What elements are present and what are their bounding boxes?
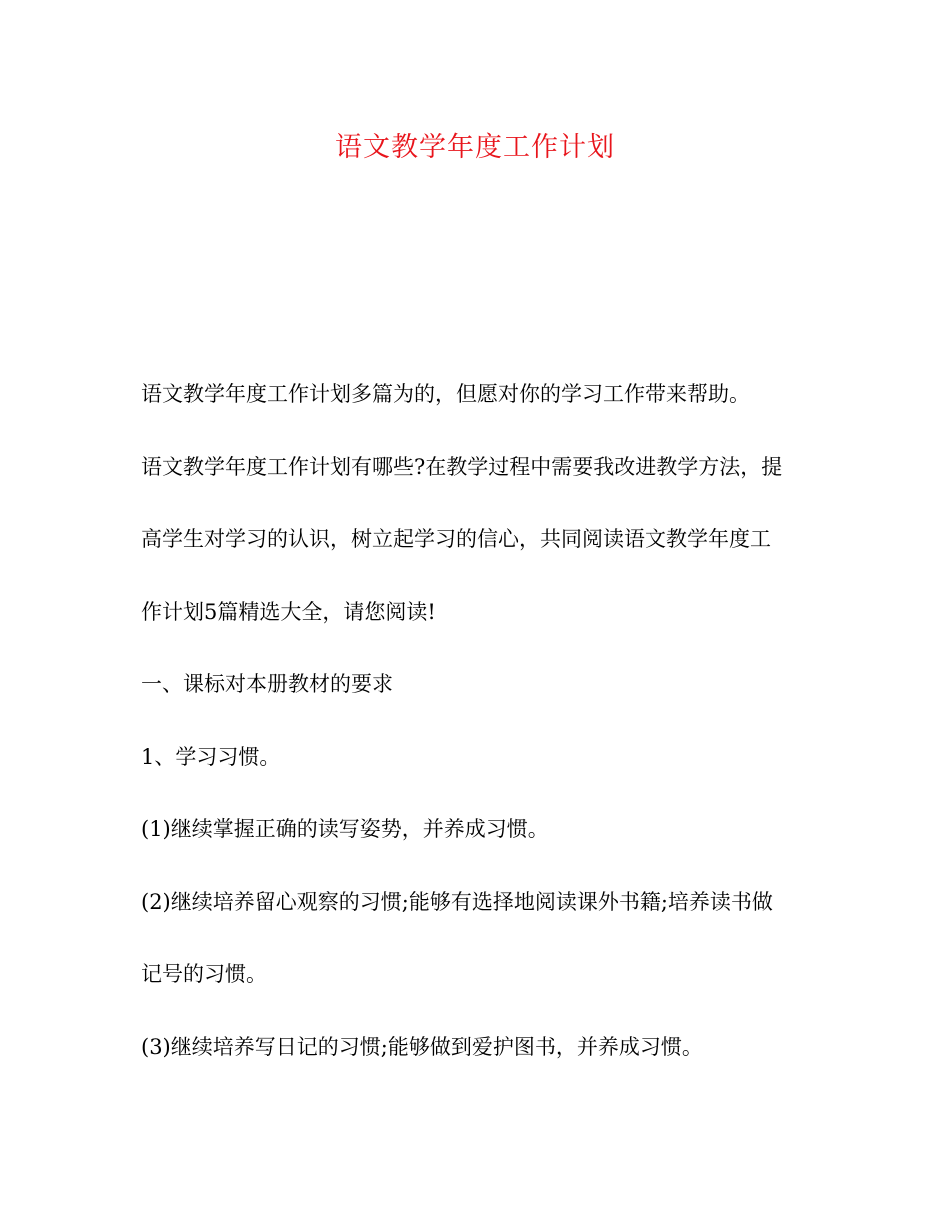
subsection-heading: 1、学习习惯。 [141,744,281,769]
document-body [141,358,811,1083]
text-line: 语文教学年度工作计划有哪些?在教学过程中需要我改进教学方法，提 [141,454,783,479]
section-heading: 一、课标对本册教材的要求 [141,672,393,696]
text-line: (3)继续培养写日记的习惯;能够做到爱护图书，并养成习惯。 [141,1034,703,1059]
text-line: 作计划5篇精选大全，请您阅读! [141,599,436,624]
document-title: 语文教学年度工作计划 [335,132,615,163]
text-line: 高学生对学习的认识，树立起学习的信心，共同阅读语文教学年度工 [141,527,771,551]
text-line: (1)继续掌握正确的读写姿势，并养成习惯。 [141,817,549,841]
text-line: 记号的习惯。 [141,962,267,986]
text-line: (2)继续培养留心观察的习惯;能够有选择地阅读课外书籍;培养读书做 [141,889,773,914]
text-line: 语文教学年度工作计划多篇为的，但愿对你的学习工作带来帮助。 [141,382,750,406]
